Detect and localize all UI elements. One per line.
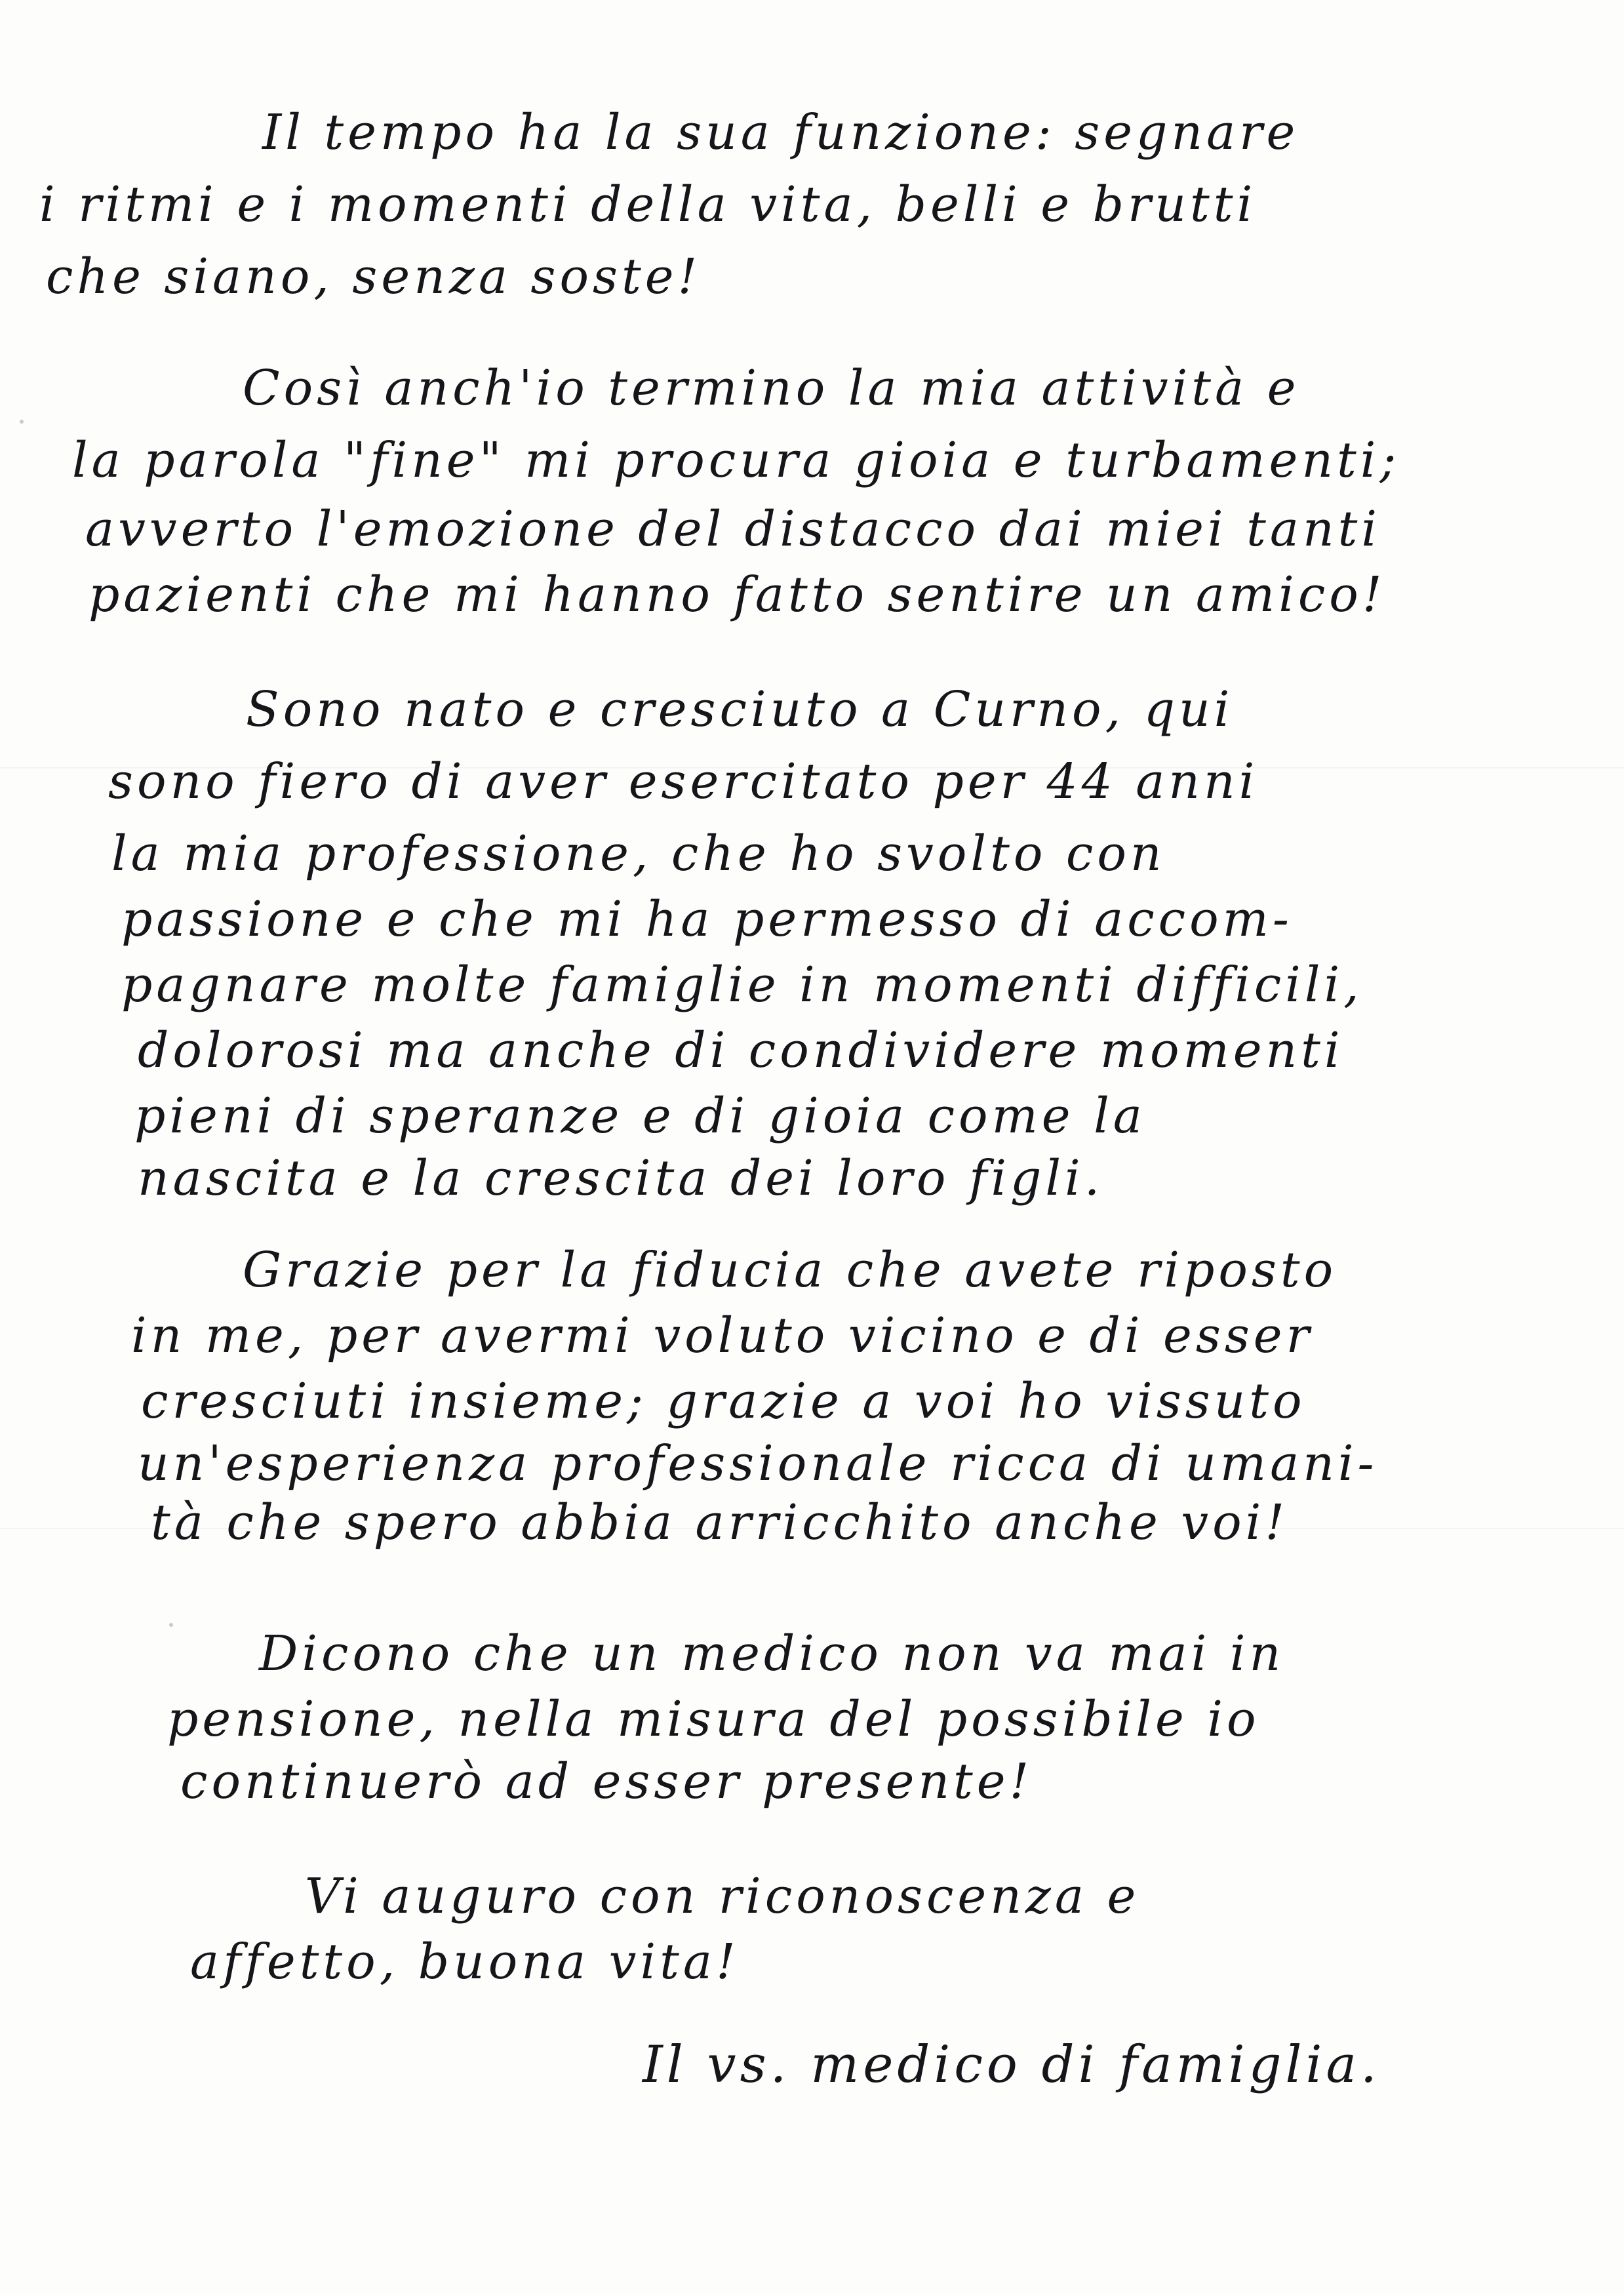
- letter-line: affetto, buona vita!: [190, 1934, 740, 1990]
- letter-line: Dicono che un medico non va mai in: [259, 1626, 1285, 1682]
- letter-line: Vi auguro con riconoscenza e: [305, 1868, 1140, 1925]
- letter-line: pieni di speranze e di gioia come la: [134, 1088, 1146, 1144]
- letter-line: i ritmi e i momenti della vita, belli e brutti: [39, 176, 1257, 233]
- letter-line: passione e che mi ha permesso di accom-: [121, 891, 1293, 948]
- letter-line: tà che spero abbia arricchito anche voi!: [151, 1494, 1289, 1551]
- letter-line: Il tempo ha la sua funzione: segnare: [262, 104, 1299, 161]
- letter-line: pagnare molte famiglie in momenti difficili,: [121, 957, 1363, 1013]
- letter-line: avverto l'emozione del distacco dai miei tanti: [85, 501, 1381, 557]
- letter-line: la mia professione, che ho svolto con: [111, 826, 1166, 882]
- letter-line: la parola "fine" mi procura gioia e turbamenti;: [72, 432, 1400, 489]
- signature-line: Il vs. medico di famiglia.: [643, 2035, 1381, 2094]
- letter-line: in me, per avermi voluto vicino e di esser: [131, 1307, 1313, 1364]
- letter-line: che siano, senza soste!: [46, 249, 702, 305]
- letter-line: un'esperienza professionale ricca di umani-: [138, 1435, 1378, 1492]
- letter-line: pensione, nella misura del possibile io: [167, 1691, 1260, 1747]
- letter-line: nascita e la crescita dei loro figli.: [138, 1150, 1104, 1207]
- letter-line: pazienti che mi hanno fatto sentire un amico!: [89, 567, 1386, 623]
- letter-line: cresciuti insieme; grazie a voi ho vissuto: [141, 1373, 1306, 1429]
- letter-line: Grazie per la fiducia che avete riposto: [243, 1242, 1337, 1298]
- letter-line: Sono nato e cresciuto a Curno, qui: [246, 681, 1234, 738]
- letter-line: continuerò ad esser presente!: [180, 1753, 1033, 1810]
- letter-line: Così anch'io termino la mia attività e: [243, 360, 1300, 416]
- letter-line: dolorosi ma anche di condividere momenti: [138, 1022, 1344, 1079]
- letter-line: sono fiero di aver esercitato per 44 anni: [108, 753, 1259, 810]
